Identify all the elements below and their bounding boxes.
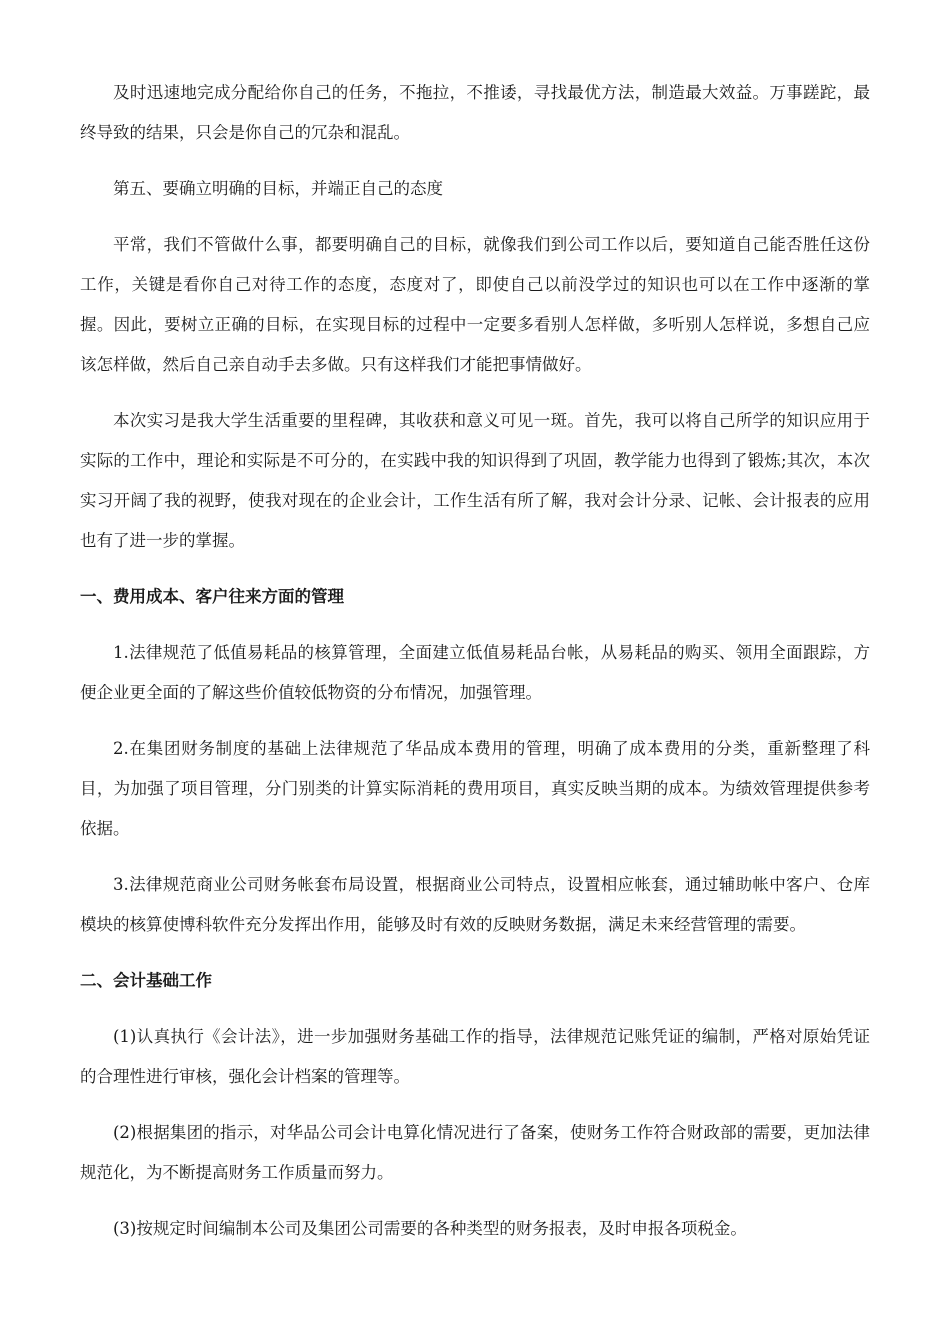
section-heading-accounting-basics: 二、会计基础工作 xyxy=(80,971,212,990)
section-heading-cost-management: 一、费用成本、客户往来方面的管理 xyxy=(80,587,344,606)
list-item: 2.在集团财务制度的基础上法律规范了华品成本费用的管理，明确了成本费用的分类，重新整理了科目，为加强了项目管理，分门别类的计算实际消耗的费用项目，真实反映当期的成本。为绩效管理提供参考依据。 xyxy=(80,739,870,838)
paragraph-goal-attitude: 平常，我们不管做什么事，都要明确自己的目标，就像我们到公司工作以后，要知道自己能否胜任这份工作，关键是看你自己对待工作的态度，态度对了，即使自己以前没学过的知识也可以在工作中逐渐的掌握。因此，要树立正确的目标，在实现目标的过程中一定要多看别人怎样做，多听别人怎样说，多想自己应该怎样做，然后自己亲自动手去多做。只有这样我们才能把事情做好。 xyxy=(80,235,870,374)
list-item: 1.法律规范了低值易耗品的核算管理，全面建立低值易耗品台帐，从易耗品的购买、领用全面跟踪，方便企业更全面的了解这些价值较低物资的分布情况，加强管理。 xyxy=(80,643,870,702)
paragraph-task-completion: 及时迅速地完成分配给你自己的任务，不拖拉，不推诿，寻找最优方法，制造最大效益。万事蹉跎，最终导致的结果，只会是你自己的冗杂和混乱。 xyxy=(80,83,870,142)
paragraph-internship-summary: 本次实习是我大学生活重要的里程碑，其收获和意义可见一斑。首先，我可以将自己所学的知识应用于实际的工作中，理论和实际是不可分的，在实践中我的知识得到了巩固，教学能力也得到了锻炼;其次，本次实习开阔了我的视野，使我对现在的企业会计，工作生活有所了解，我对会计分录、记帐、会计报表的应用也有了进一步的掌握。 xyxy=(80,411,870,550)
list-item: 3.法律规范商业公司财务帐套布局设置，根据商业公司特点，设置相应帐套，通过辅助帐中客户、仓库模块的核算使博科软件充分发挥出作用，能够及时有效的反映财务数据，满足未来经营管理的需要。 xyxy=(80,875,870,934)
list-item: (3)按规定时间编制本公司及集团公司需要的各种类型的财务报表，及时申报各项税金。 xyxy=(113,1219,747,1238)
list-item: (1)认真执行《会计法》，进一步加强财务基础工作的指导，法律规范记账凭证的编制，严格对原始凭证的合理性进行审核，强化会计档案的管理等。 xyxy=(80,1027,870,1086)
list-item: (2)根据集团的指示，对华品公司会计电算化情况进行了备案，使财务工作符合财政部的需要，更加法律规范化，为不断提高财务工作质量而努力。 xyxy=(80,1123,870,1182)
document-page xyxy=(80,73,870,1265)
paragraph-goal-heading: 第五、要确立明确的目标，并端正自己的态度 xyxy=(113,179,443,198)
